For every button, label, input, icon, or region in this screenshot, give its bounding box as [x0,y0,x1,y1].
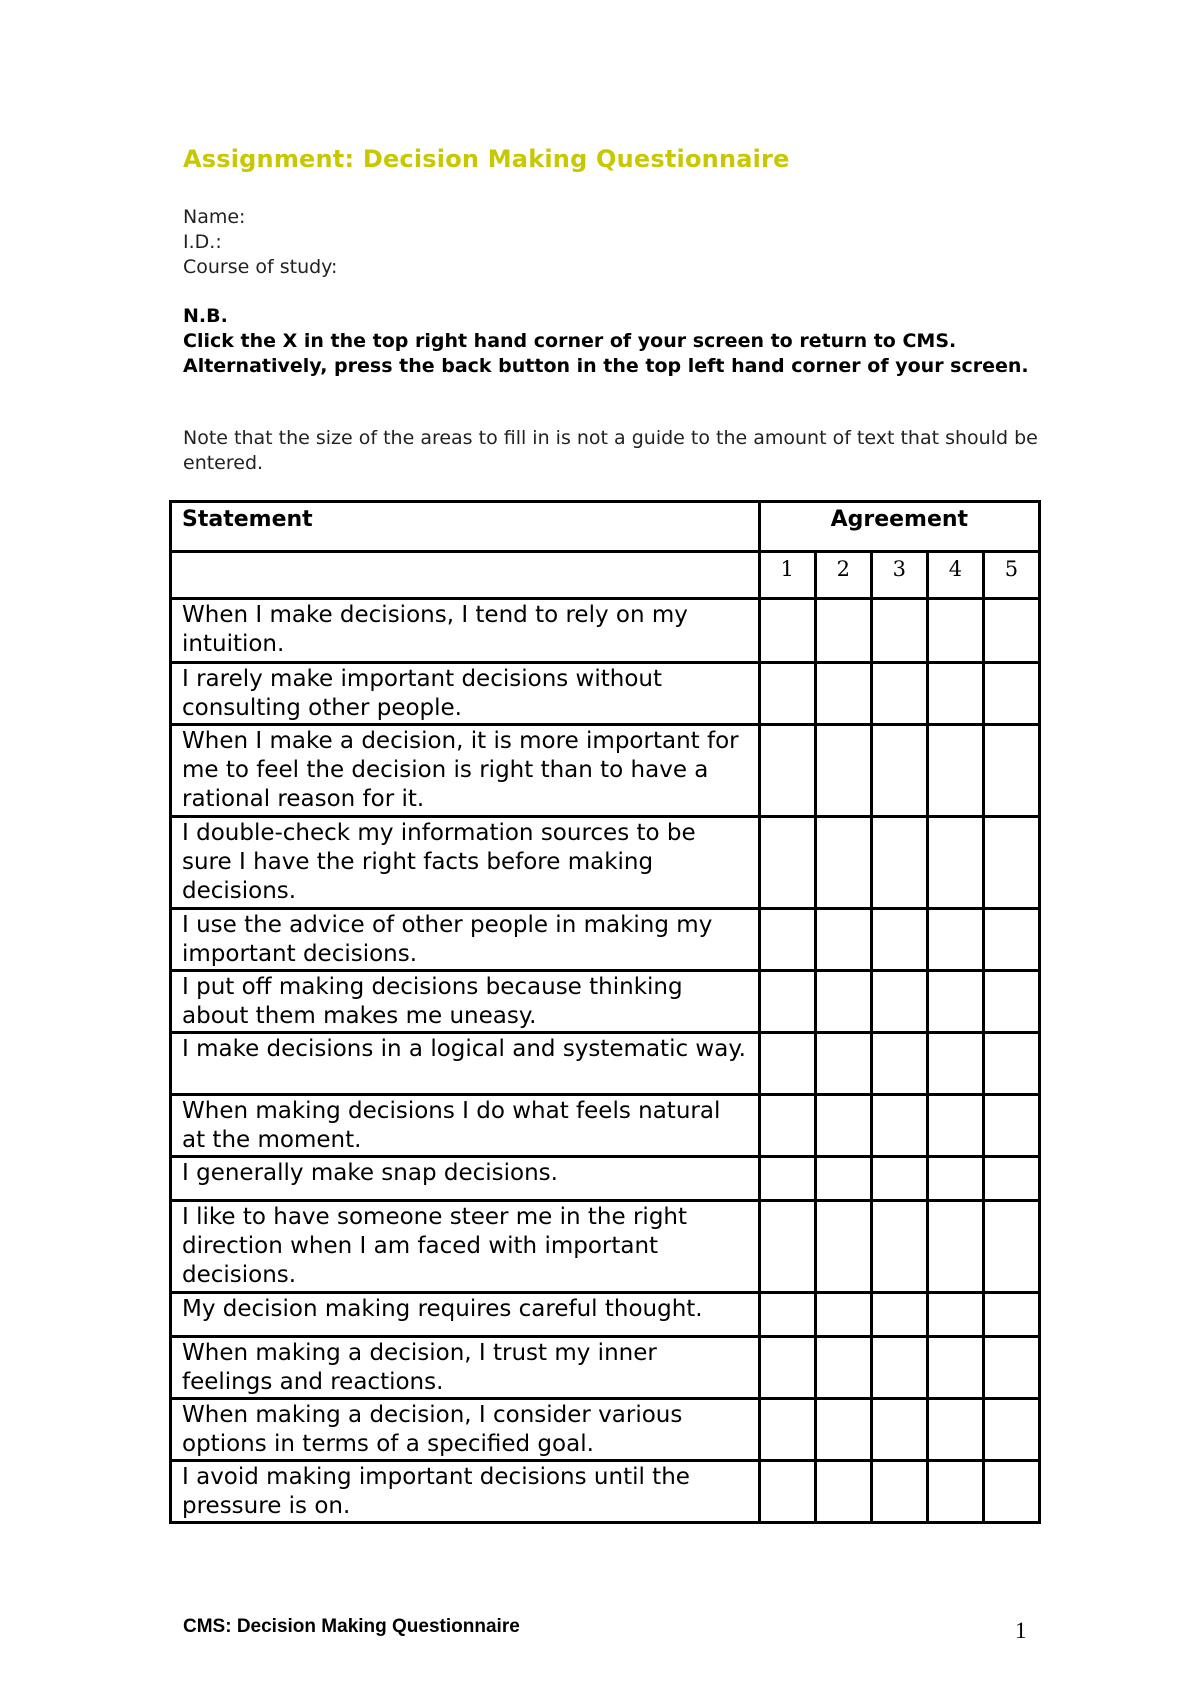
fill-in-note: Note that the size of the areas to fill in is not a guide to the amount of text that should be entered. [183,427,1038,474]
rating-box-3[interactable] [871,1337,927,1399]
nb-instructions [183,304,1043,379]
table-row [171,817,1040,909]
table-row [171,1095,1040,1157]
scale-5: 5 [983,552,1039,599]
rating-box-3[interactable] [871,1399,927,1461]
rating-box-1[interactable] [759,725,815,817]
rating-box-5[interactable] [983,663,1039,725]
statement-text: I make decisions in a logical and systematic way. [171,1033,760,1095]
table-row [171,971,1040,1033]
rating-box-2[interactable] [815,599,871,663]
statement-text: When I make decisions, I tend to rely on my intuition. [171,599,760,663]
footer-text: CMS: Decision Making Questionnaire [183,1616,520,1637]
rating-box-3[interactable] [871,1033,927,1095]
rating-box-1[interactable] [759,1293,815,1337]
table-row [171,909,1040,971]
rating-box-1[interactable] [759,1399,815,1461]
statement-rows [171,599,1040,1523]
student-fields [183,205,337,280]
rating-box-5[interactable] [983,599,1039,663]
rating-box-5[interactable] [983,1337,1039,1399]
rating-box-5[interactable] [983,971,1039,1033]
rating-box-5[interactable] [983,1157,1039,1201]
statement-text: My decision making requires careful thought. [171,1293,760,1337]
page-number: 1 [1015,1618,1027,1643]
table-row [171,663,1040,725]
document-title: Assignment: Decision Making Questionnaire [183,145,790,173]
nb-text: Click the X in the top right hand corner of your screen to return to CMS. Alternatively, press the back button in the top left hand corner of your screen. [183,330,1029,377]
rating-box-2[interactable] [815,1033,871,1095]
rating-box-3[interactable] [871,1293,927,1337]
rating-box-3[interactable] [871,599,927,663]
table-row [171,725,1040,817]
table-row [171,599,1040,663]
rating-box-4[interactable] [927,1293,983,1337]
rating-box-5[interactable] [983,1399,1039,1461]
rating-box-1[interactable] [759,1095,815,1157]
rating-box-5[interactable] [983,1095,1039,1157]
rating-box-2[interactable] [815,1201,871,1293]
rating-box-3[interactable] [871,909,927,971]
statement-text: I like to have someone steer me in the right direction when I am faced with important decisions. [171,1201,760,1293]
statement-text: I generally make snap decisions. [171,1157,760,1201]
rating-box-3[interactable] [871,1461,927,1523]
questionnaire-table [169,500,1041,1524]
rating-box-1[interactable] [759,1201,815,1293]
rating-box-2[interactable] [815,909,871,971]
table-row [171,1201,1040,1293]
rating-box-1[interactable] [759,1337,815,1399]
statement-text: When making a decision, I consider various options in terms of a specified goal. [171,1399,760,1461]
rating-box-2[interactable] [815,1337,871,1399]
rating-box-1[interactable] [759,1157,815,1201]
rating-box-4[interactable] [927,599,983,663]
rating-box-2[interactable] [815,1399,871,1461]
rating-box-3[interactable] [871,1095,927,1157]
rating-box-3[interactable] [871,725,927,817]
rating-box-2[interactable] [815,1461,871,1523]
statement-text: I double-check my information sources to be sure I have the right facts before making decisions. [171,817,760,909]
scale-4: 4 [927,552,983,599]
header-statement: Statement [171,502,760,552]
table-row [171,1157,1040,1201]
scale-blank-cell [171,552,760,599]
scale-1: 1 [759,552,815,599]
statement-text: I avoid making important decisions until the pressure is on. [171,1461,760,1523]
table-row [171,1033,1040,1095]
rating-box-3[interactable] [871,1201,927,1293]
rating-box-5[interactable] [983,1293,1039,1337]
rating-box-5[interactable] [983,909,1039,971]
rating-box-5[interactable] [983,1201,1039,1293]
rating-box-1[interactable] [759,817,815,909]
rating-box-2[interactable] [815,1095,871,1157]
rating-box-1[interactable] [759,1033,815,1095]
statement-text: When making a decision, I trust my inner feelings and reactions. [171,1337,760,1399]
rating-box-3[interactable] [871,971,927,1033]
rating-box-2[interactable] [815,971,871,1033]
rating-box-2[interactable] [815,1293,871,1337]
nb-label: N.B. [183,305,228,327]
scale-3: 3 [871,552,927,599]
statement-text: I put off making decisions because thinking about them makes me uneasy. [171,971,760,1033]
rating-box-1[interactable] [759,599,815,663]
id-field-label: I.D.: [183,231,222,253]
rating-box-5[interactable] [983,1461,1039,1523]
rating-box-4[interactable] [927,1337,983,1399]
rating-box-5[interactable] [983,817,1039,909]
rating-box-3[interactable] [871,663,927,725]
table-row [171,1399,1040,1461]
rating-box-5[interactable] [983,1033,1039,1095]
statement-text: When making decisions I do what feels natural at the moment. [171,1095,760,1157]
rating-box-1[interactable] [759,971,815,1033]
name-field-label: Name: [183,206,246,228]
rating-box-4[interactable] [927,909,983,971]
rating-box-3[interactable] [871,1157,927,1201]
rating-box-2[interactable] [815,725,871,817]
statement-text: I use the advice of other people in making my important decisions. [171,909,760,971]
statement-text: I rarely make important decisions without consulting other people. [171,663,760,725]
statement-text: When I make a decision, it is more important for me to feel the decision is right than to have a rational reason for it. [171,725,760,817]
rating-box-3[interactable] [871,817,927,909]
table-row [171,1293,1040,1337]
table-row [171,1461,1040,1523]
rating-box-1[interactable] [759,1461,815,1523]
table-row [171,1337,1040,1399]
rating-box-4[interactable] [927,1157,983,1201]
course-field-label: Course of study: [183,256,338,278]
rating-box-4[interactable] [927,663,983,725]
rating-box-4[interactable] [927,1033,983,1095]
rating-box-2[interactable] [815,817,871,909]
rating-box-4[interactable] [927,1461,983,1523]
rating-box-2[interactable] [815,663,871,725]
rating-box-1[interactable] [759,909,815,971]
scale-2: 2 [815,552,871,599]
rating-box-4[interactable] [927,817,983,909]
rating-box-4[interactable] [927,1399,983,1461]
rating-box-2[interactable] [815,1157,871,1201]
rating-box-4[interactable] [927,971,983,1033]
rating-box-4[interactable] [927,725,983,817]
rating-box-1[interactable] [759,663,815,725]
rating-box-5[interactable] [983,725,1039,817]
header-agreement: Agreement [759,502,1039,552]
rating-box-4[interactable] [927,1095,983,1157]
rating-box-4[interactable] [927,1201,983,1293]
